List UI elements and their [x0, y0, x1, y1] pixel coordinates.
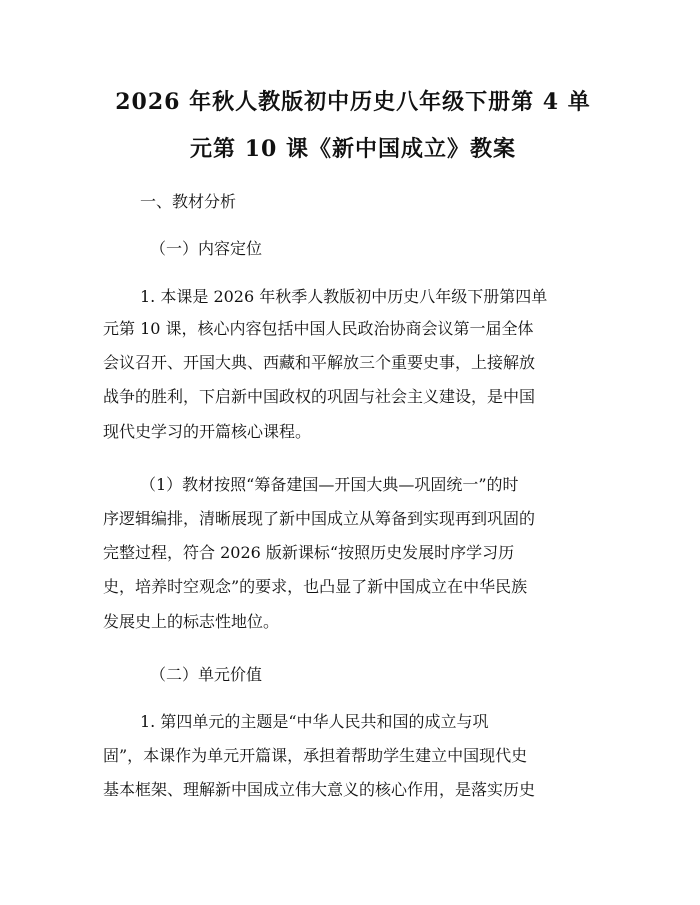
paragraph-1-line-5: 现代史学习的开篇核心课程。 — [103, 422, 312, 441]
paragraph-1-line-1: 1. 本课是 2026 年秋季人教版初中历史八年级下册第四单 — [140, 287, 548, 306]
document-title-line-1: 2026 年秋人教版初中历史八年级下册第 4 单 — [115, 89, 591, 115]
paragraph-1-line-3: 会议召开、开国大典、西藏和平解放三个重要史事，上接解放 — [103, 353, 536, 372]
subsection-heading-unit-value: （二）单元价值 — [150, 665, 263, 684]
paragraph-2-line-5: 发展史上的标志性地位。 — [103, 612, 280, 631]
paragraph-2-line-2: 序逻辑编排，清晰展现了新中国成立从筹备到实现再到巩固的 — [103, 509, 536, 528]
document-title-line-2: 元第 10 课《新中国成立》教案 — [190, 136, 516, 162]
paragraph-2-line-3: 完整过程，符合 2026 版新课标“按照历史发展时序学习历 — [103, 543, 515, 562]
paragraph-2-line-4: 史，培养时空观念”的要求，也凸显了新中国成立在中华民族 — [103, 577, 528, 596]
paragraph-3-line-2: 固”，本课作为单元开篇课，承担着帮助学生建立中国现代史 — [103, 746, 528, 765]
paragraph-3-line-3: 基本框架、理解新中国成立伟大意义的核心作用，是落实历史 — [103, 780, 536, 799]
paragraph-1-line-2: 元第 10 课，核心内容包括中国人民政治协商会议第一届全体 — [103, 319, 534, 338]
paragraph-2-line-1: （1）教材按照“筹备建国—开国大典—巩固统一”的时 — [140, 475, 519, 494]
subsection-heading-content-positioning: （一）内容定位 — [150, 239, 263, 258]
paragraph-1-line-4: 战争的胜利，下启新中国政权的巩固与社会主义建设，是中国 — [103, 387, 536, 406]
paragraph-3-line-1: 1. 第四单元的主题是“中华人民共和国的成立与巩 — [140, 712, 489, 731]
section-heading-textbook-analysis: 一、教材分析 — [140, 192, 237, 211]
